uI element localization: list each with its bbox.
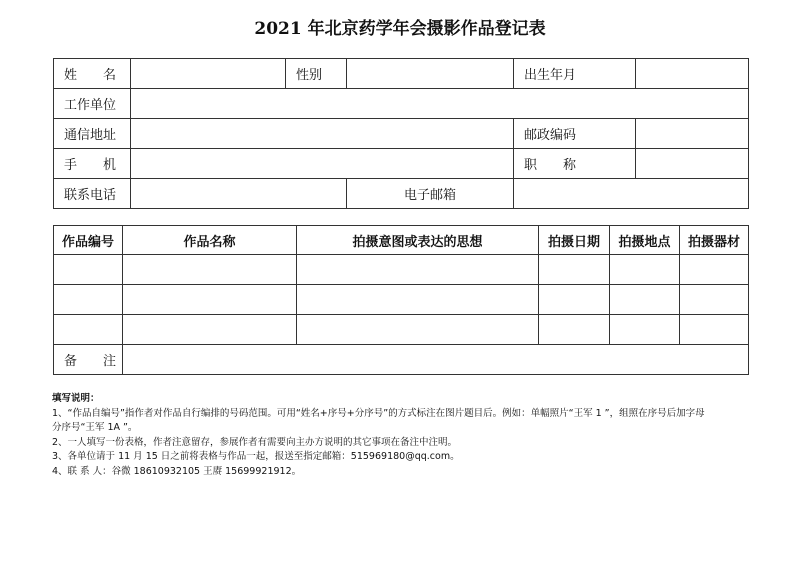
- intent-cell[interactable]: [297, 255, 539, 285]
- equipment-cell[interactable]: [680, 315, 749, 345]
- mobile-label: 手 机: [54, 149, 131, 179]
- instructions-heading: 填写说明：: [52, 393, 100, 404]
- work-unit-field[interactable]: [131, 89, 749, 119]
- header-date: 拍摄日期: [539, 226, 610, 255]
- address-field[interactable]: [131, 119, 514, 149]
- header-equipment: 拍摄器材: [680, 226, 749, 255]
- name-label: 姓 名: [54, 59, 131, 89]
- birth-field[interactable]: [636, 59, 749, 89]
- remarks-label: 备 注: [54, 345, 123, 375]
- works-table: [53, 225, 749, 375]
- instructions: [52, 392, 752, 480]
- work-id-cell[interactable]: [54, 285, 123, 315]
- work-name-cell[interactable]: [123, 255, 297, 285]
- date-cell[interactable]: [539, 255, 610, 285]
- table-row: [54, 285, 749, 315]
- gender-field[interactable]: [347, 59, 514, 89]
- phone-field[interactable]: [131, 179, 347, 209]
- postcode-field[interactable]: [636, 119, 749, 149]
- remarks-field[interactable]: [123, 345, 749, 375]
- location-cell[interactable]: [610, 315, 680, 345]
- intent-cell[interactable]: [297, 285, 539, 315]
- instruction-line: 分序号“王军 1A ”。: [52, 422, 138, 434]
- work-name-cell[interactable]: [123, 315, 297, 345]
- work-id-cell[interactable]: [54, 315, 123, 345]
- instruction-line: 3、各单位请于 11 月 15 日之前将表格与作品一起，报送至指定邮箱：515969180@qq.com。: [52, 451, 460, 463]
- phone-label: 联系电话: [54, 179, 131, 209]
- title-rank-field[interactable]: [636, 149, 749, 179]
- email-label: 电子邮箱: [347, 179, 514, 209]
- personal-info-table: [53, 58, 749, 209]
- header-intent: 拍摄意图或表达的思想: [297, 226, 539, 255]
- date-cell[interactable]: [539, 285, 610, 315]
- birth-label: 出生年月: [514, 59, 636, 89]
- page-title: 2021 年北京药学年会摄影作品登记表: [254, 19, 546, 39]
- table-row: [54, 255, 749, 285]
- name-field[interactable]: [131, 59, 286, 89]
- work-name-cell[interactable]: [123, 285, 297, 315]
- date-cell[interactable]: [539, 315, 610, 345]
- gender-label: 性别: [286, 59, 347, 89]
- header-location: 拍摄地点: [610, 226, 680, 255]
- mobile-field[interactable]: [131, 149, 514, 179]
- header-work-name: 作品名称: [123, 226, 297, 255]
- work-unit-label: 工作单位: [54, 89, 131, 119]
- intent-cell[interactable]: [297, 315, 539, 345]
- location-cell[interactable]: [610, 285, 680, 315]
- title-rank-label: 职 称: [514, 149, 636, 179]
- postcode-label: 邮政编码: [514, 119, 636, 149]
- equipment-cell[interactable]: [680, 285, 749, 315]
- table-row: [54, 315, 749, 345]
- work-id-cell[interactable]: [54, 255, 123, 285]
- email-field[interactable]: [514, 179, 749, 209]
- instruction-line: 2、一人填写一份表格，作者注意留存，参展作者有需要向主办方说明的其它事项在备注中注明。: [52, 436, 458, 448]
- address-label: 通信地址: [54, 119, 131, 149]
- header-work-id: 作品编号: [54, 226, 123, 255]
- instruction-line: 4、联 系 人：谷微 18610932105 王赓 15699921912。: [52, 465, 302, 477]
- instruction-line: 1、“作品自编号”指作者对作品自行编排的号码范围。可用“姓名+序号+分序号”的方式标注在图片题目后。例如：单幅照片“王军 1 ”，组照在序号后加字母: [52, 407, 705, 419]
- equipment-cell[interactable]: [680, 255, 749, 285]
- location-cell[interactable]: [610, 255, 680, 285]
